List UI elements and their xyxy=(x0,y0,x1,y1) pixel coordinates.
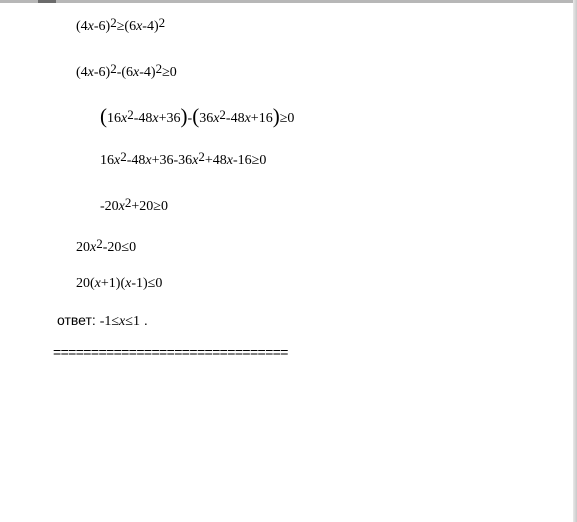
eq2-part: (4 xyxy=(76,65,88,80)
eq1-part: (4 xyxy=(76,19,88,34)
eq5-exponent: 2 xyxy=(124,195,132,210)
eq1-variable: x xyxy=(136,19,143,34)
eq3-right-paren: ) xyxy=(272,104,280,128)
eq7-part: 20( xyxy=(76,276,95,291)
eq4-exponent: 2 xyxy=(120,149,127,164)
eq5-variable: x xyxy=(118,199,125,214)
eq7-variable: x xyxy=(94,276,101,291)
eq1-exponent: 2 xyxy=(158,15,166,30)
answer-part: -1≤ xyxy=(99,314,120,329)
equation-line-6 xyxy=(76,236,137,257)
eq1-part: -6) xyxy=(93,19,111,34)
eq1-exponent: 2 xyxy=(110,15,117,30)
equation-line-5 xyxy=(100,195,168,216)
eq2-part: -6) xyxy=(93,65,111,80)
eq3-part: +36 xyxy=(158,111,181,126)
eq3-exponent: 2 xyxy=(219,107,226,122)
eq2-part: -(6 xyxy=(116,65,134,80)
answer-variable: x xyxy=(119,314,126,329)
eq3-left-paren: ( xyxy=(192,104,200,128)
eq3-right-paren: ) xyxy=(180,104,188,128)
equation-line-4 xyxy=(100,149,267,170)
eq3-part: +16 xyxy=(250,111,273,126)
eq4-variable: x xyxy=(226,153,234,168)
equation-line-7 xyxy=(76,275,162,293)
eq1-variable: x xyxy=(87,19,94,34)
eq4-part: -48 xyxy=(126,153,146,168)
eq4-variable: x xyxy=(192,153,199,168)
eq1-part: -4) xyxy=(142,19,159,34)
eq4-variable: x xyxy=(145,153,152,168)
eq3-variable: x xyxy=(121,111,128,126)
eq4-part: +36-36 xyxy=(151,153,193,168)
eq4-part: -16≥0 xyxy=(233,153,267,168)
separator-line: =============================== xyxy=(53,344,288,360)
answer-period: . xyxy=(139,312,148,328)
answer-label: ответ: xyxy=(57,312,100,328)
eq3-variable: x xyxy=(152,111,159,126)
eq3-exponent: 2 xyxy=(127,107,134,122)
eq6-part: -20≤0 xyxy=(102,240,137,255)
eq2-variable: x xyxy=(133,65,140,80)
eq6-exponent: 2 xyxy=(96,236,103,251)
eq4-exponent: 2 xyxy=(198,149,205,164)
eq2-part: -4) xyxy=(139,65,156,80)
equation-line-3 xyxy=(100,106,294,128)
answer-part: ≤1 xyxy=(125,314,140,329)
eq3-part: ≥0 xyxy=(279,111,295,126)
eq4-part: +48 xyxy=(204,153,227,168)
eq3-variable: x xyxy=(213,111,220,126)
eq6-variable: x xyxy=(90,240,97,255)
equation-line-1 xyxy=(76,15,166,36)
eq6-part: 20 xyxy=(76,240,90,255)
eq3-part: - xyxy=(187,111,193,126)
eq4-part: 16 xyxy=(100,153,114,168)
eq3-part: 16 xyxy=(107,111,121,126)
eq2-exponent: 2 xyxy=(155,61,163,76)
eq2-part: ≥0 xyxy=(162,65,177,80)
eq1-part: ≥(6 xyxy=(116,19,137,34)
eq3-left-paren: ( xyxy=(100,104,107,128)
eq2-variable: x xyxy=(87,65,94,80)
eq5-part: +20≥0 xyxy=(131,199,168,214)
eq2-exponent: 2 xyxy=(110,61,117,76)
eq4-variable: x xyxy=(114,153,121,168)
eq3-part: 36 xyxy=(199,111,214,126)
eq3-variable: x xyxy=(244,111,251,126)
eq3-part: -48 xyxy=(225,111,245,126)
eq7-part: +1)( xyxy=(100,276,126,291)
eq3-part: -48 xyxy=(133,111,153,126)
answer-line xyxy=(57,311,148,331)
equation-line-2 xyxy=(76,61,177,82)
eq7-part: -1)≤0 xyxy=(131,276,163,291)
eq7-variable: x xyxy=(125,276,132,291)
eq5-part: -20 xyxy=(100,199,119,214)
